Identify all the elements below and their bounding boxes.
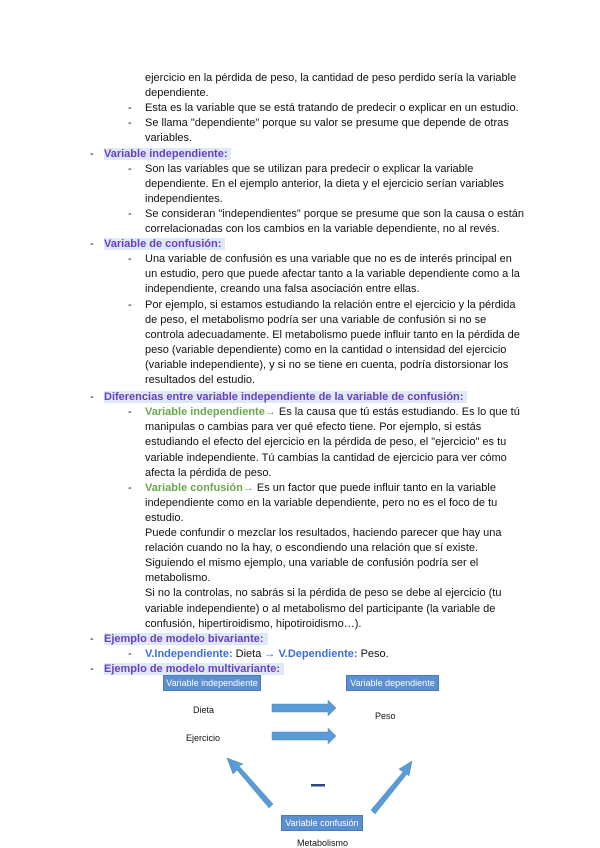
- text-line: ejercicio en la pérdida de peso, la cantidad de peso perdido sería la variable: [145, 72, 517, 84]
- bullet-line: independientes.: [145, 192, 223, 205]
- bullet-line: dependiente. En el ejemplo anterior, la dieta y el ejercicio serían variables: [145, 177, 504, 190]
- bullet-line: Una variable de confusión es una variable que no es de interés principal en: [145, 253, 512, 266]
- text-line: independiente como en la variable dependiente, pero no es el foco de tu: [145, 496, 498, 509]
- bullet-line: Se llama "dependiente" porque su valor se presume que depende de otras: [145, 117, 509, 130]
- bullet-line: independiente, creando una falsa asociación entre ellas.: [145, 283, 420, 296]
- heading-diferencias: [104, 390, 467, 405]
- bullet-line: resultados del estudio.: [145, 374, 256, 386]
- bullet-confusion: [145, 481, 496, 496]
- bullet-line: Por ejemplo, si estamos estudiando la relación entre el ejercicio y la pérdida: [145, 298, 516, 311]
- box-variable-dependiente: Variable dependiente: [346, 675, 439, 691]
- bullet-dash: -: [128, 406, 132, 419]
- bullet-dash: -: [128, 298, 132, 311]
- bullet-line: (variable independiente), y si no se tiene en cuenta, podría distorsionar los: [145, 358, 509, 371]
- bullet-line: un estudio, pero que puede afectar tanto a la variable dependiente como a la: [145, 268, 520, 281]
- bivariante-vi-label: V.Independiente:: [145, 647, 233, 660]
- bullet-dash: -: [90, 662, 94, 675]
- bullet-line: Esta es la variable que se está tratando de predecir o explicar en un estudio.: [145, 102, 519, 115]
- box-variable-confusion: Variable confusión: [281, 815, 363, 831]
- text-line: Siguiendo el mismo ejemplo, una variable de confusión podría ser el: [145, 557, 479, 570]
- bullet-line: peso (variable dependiente) como en la cantidad o intensidad del ejercicio: [145, 343, 507, 356]
- bullet-dash: -: [90, 147, 94, 160]
- bullet-line: Son las variables que se utilizan para predecir o explicar la variable: [145, 162, 474, 175]
- bullet-independiente: [145, 405, 520, 420]
- text-line: variable independiente. Tú cambias la cantidad de ejercicio para ver cómo: [145, 451, 507, 464]
- bivariante-vi-value: Dieta: [232, 647, 265, 660]
- bivariante-vd-label: V.Dependiente:: [275, 647, 358, 660]
- bullet-dash: -: [128, 481, 132, 494]
- bivariante-line: [145, 647, 389, 662]
- text-line: variable independiente) o al metabolismo del participante (la variable de: [145, 602, 496, 615]
- bullet-dash: -: [128, 102, 132, 115]
- text-line: estudio.: [145, 511, 184, 524]
- bullet-confusion-term: Variable confusión→: [145, 481, 254, 494]
- heading-bivariante-label: Ejemplo de modelo bivariante:: [104, 633, 268, 645]
- text-line: Puede confundir o mezclar los resultados, haciendo parecer que hay una: [145, 527, 502, 539]
- text-line: estudiando el efecto del ejercicio en la pérdida de peso, el "ejercicio" es tu: [145, 436, 507, 449]
- text-line: dependiente.: [145, 87, 209, 100]
- text-line: Si no la controlas, no sabrás si la pérdida de peso se debe al ejercicio (tu: [145, 587, 502, 600]
- bullet-line: variables.: [145, 132, 193, 145]
- bullet-line: correlacionadas con los cambios en la variable dependiente, no al revés.: [145, 223, 500, 235]
- label-dieta: Dieta: [193, 705, 215, 715]
- heading-confusion: [104, 237, 225, 252]
- label-ejercicio: Ejercicio: [186, 733, 221, 743]
- bullet-independiente-term: Variable independiente→: [145, 406, 276, 419]
- heading-diferencias-label: Diferencias entre variable independiente de la variable de confusión:: [104, 391, 467, 403]
- label-metabolismo: Metabolismo: [297, 838, 349, 848]
- label-peso: Peso: [375, 711, 396, 721]
- heading-bivariante: [104, 632, 268, 647]
- bullet-dash: -: [128, 117, 132, 130]
- bullet-dash: -: [128, 207, 132, 220]
- bullet-line: de peso, el metabolismo podría ser una variable de confusión si no se: [145, 313, 487, 326]
- box-variable-independiente: Variable independiente: [163, 675, 261, 691]
- text-line: afecta la pérdida de peso.: [145, 466, 272, 479]
- text-line: metabolismo.: [145, 572, 211, 585]
- bullet-line: controla adecuadamente. El metabolismo puede influir tanto en la pérdida de: [145, 328, 520, 341]
- bullet-dash: -: [128, 253, 132, 266]
- bullet-dash: -: [90, 632, 94, 645]
- bullet-dash: -: [90, 238, 94, 251]
- text-line: manipulas o cambias para ver qué efecto tiene. Por ejemplo, si estás: [145, 421, 482, 434]
- bivariante-vd-value: Peso.: [357, 647, 389, 660]
- text-line: relación cuando no la hay, o escondiendo una relación que sí existe.: [145, 542, 479, 555]
- bullet-confusion-text: Es un factor que puede influir tanto en la variable: [253, 481, 496, 494]
- bullet-dash: -: [128, 647, 132, 660]
- heading-independiente-label: Variable independiente:: [104, 148, 231, 160]
- bullet-independiente-text: Es la causa que tú estás estudiando. Es lo que tú: [275, 406, 520, 419]
- text-line: confusión, hipertiroidismo, hipotiroidismo…).: [145, 617, 362, 630]
- bivariante-arrow: →: [264, 647, 276, 660]
- heading-confusion-label: Variable de confusión:: [104, 238, 225, 250]
- bullet-dash: -: [90, 391, 94, 404]
- heading-independiente: [104, 147, 231, 162]
- bullet-dash: -: [128, 162, 132, 175]
- bullet-line: Se consideran "independientes" porque se presume que son la causa o están: [145, 207, 525, 220]
- heading-multivariante-label: Ejemplo de modelo multivariante:: [104, 663, 284, 675]
